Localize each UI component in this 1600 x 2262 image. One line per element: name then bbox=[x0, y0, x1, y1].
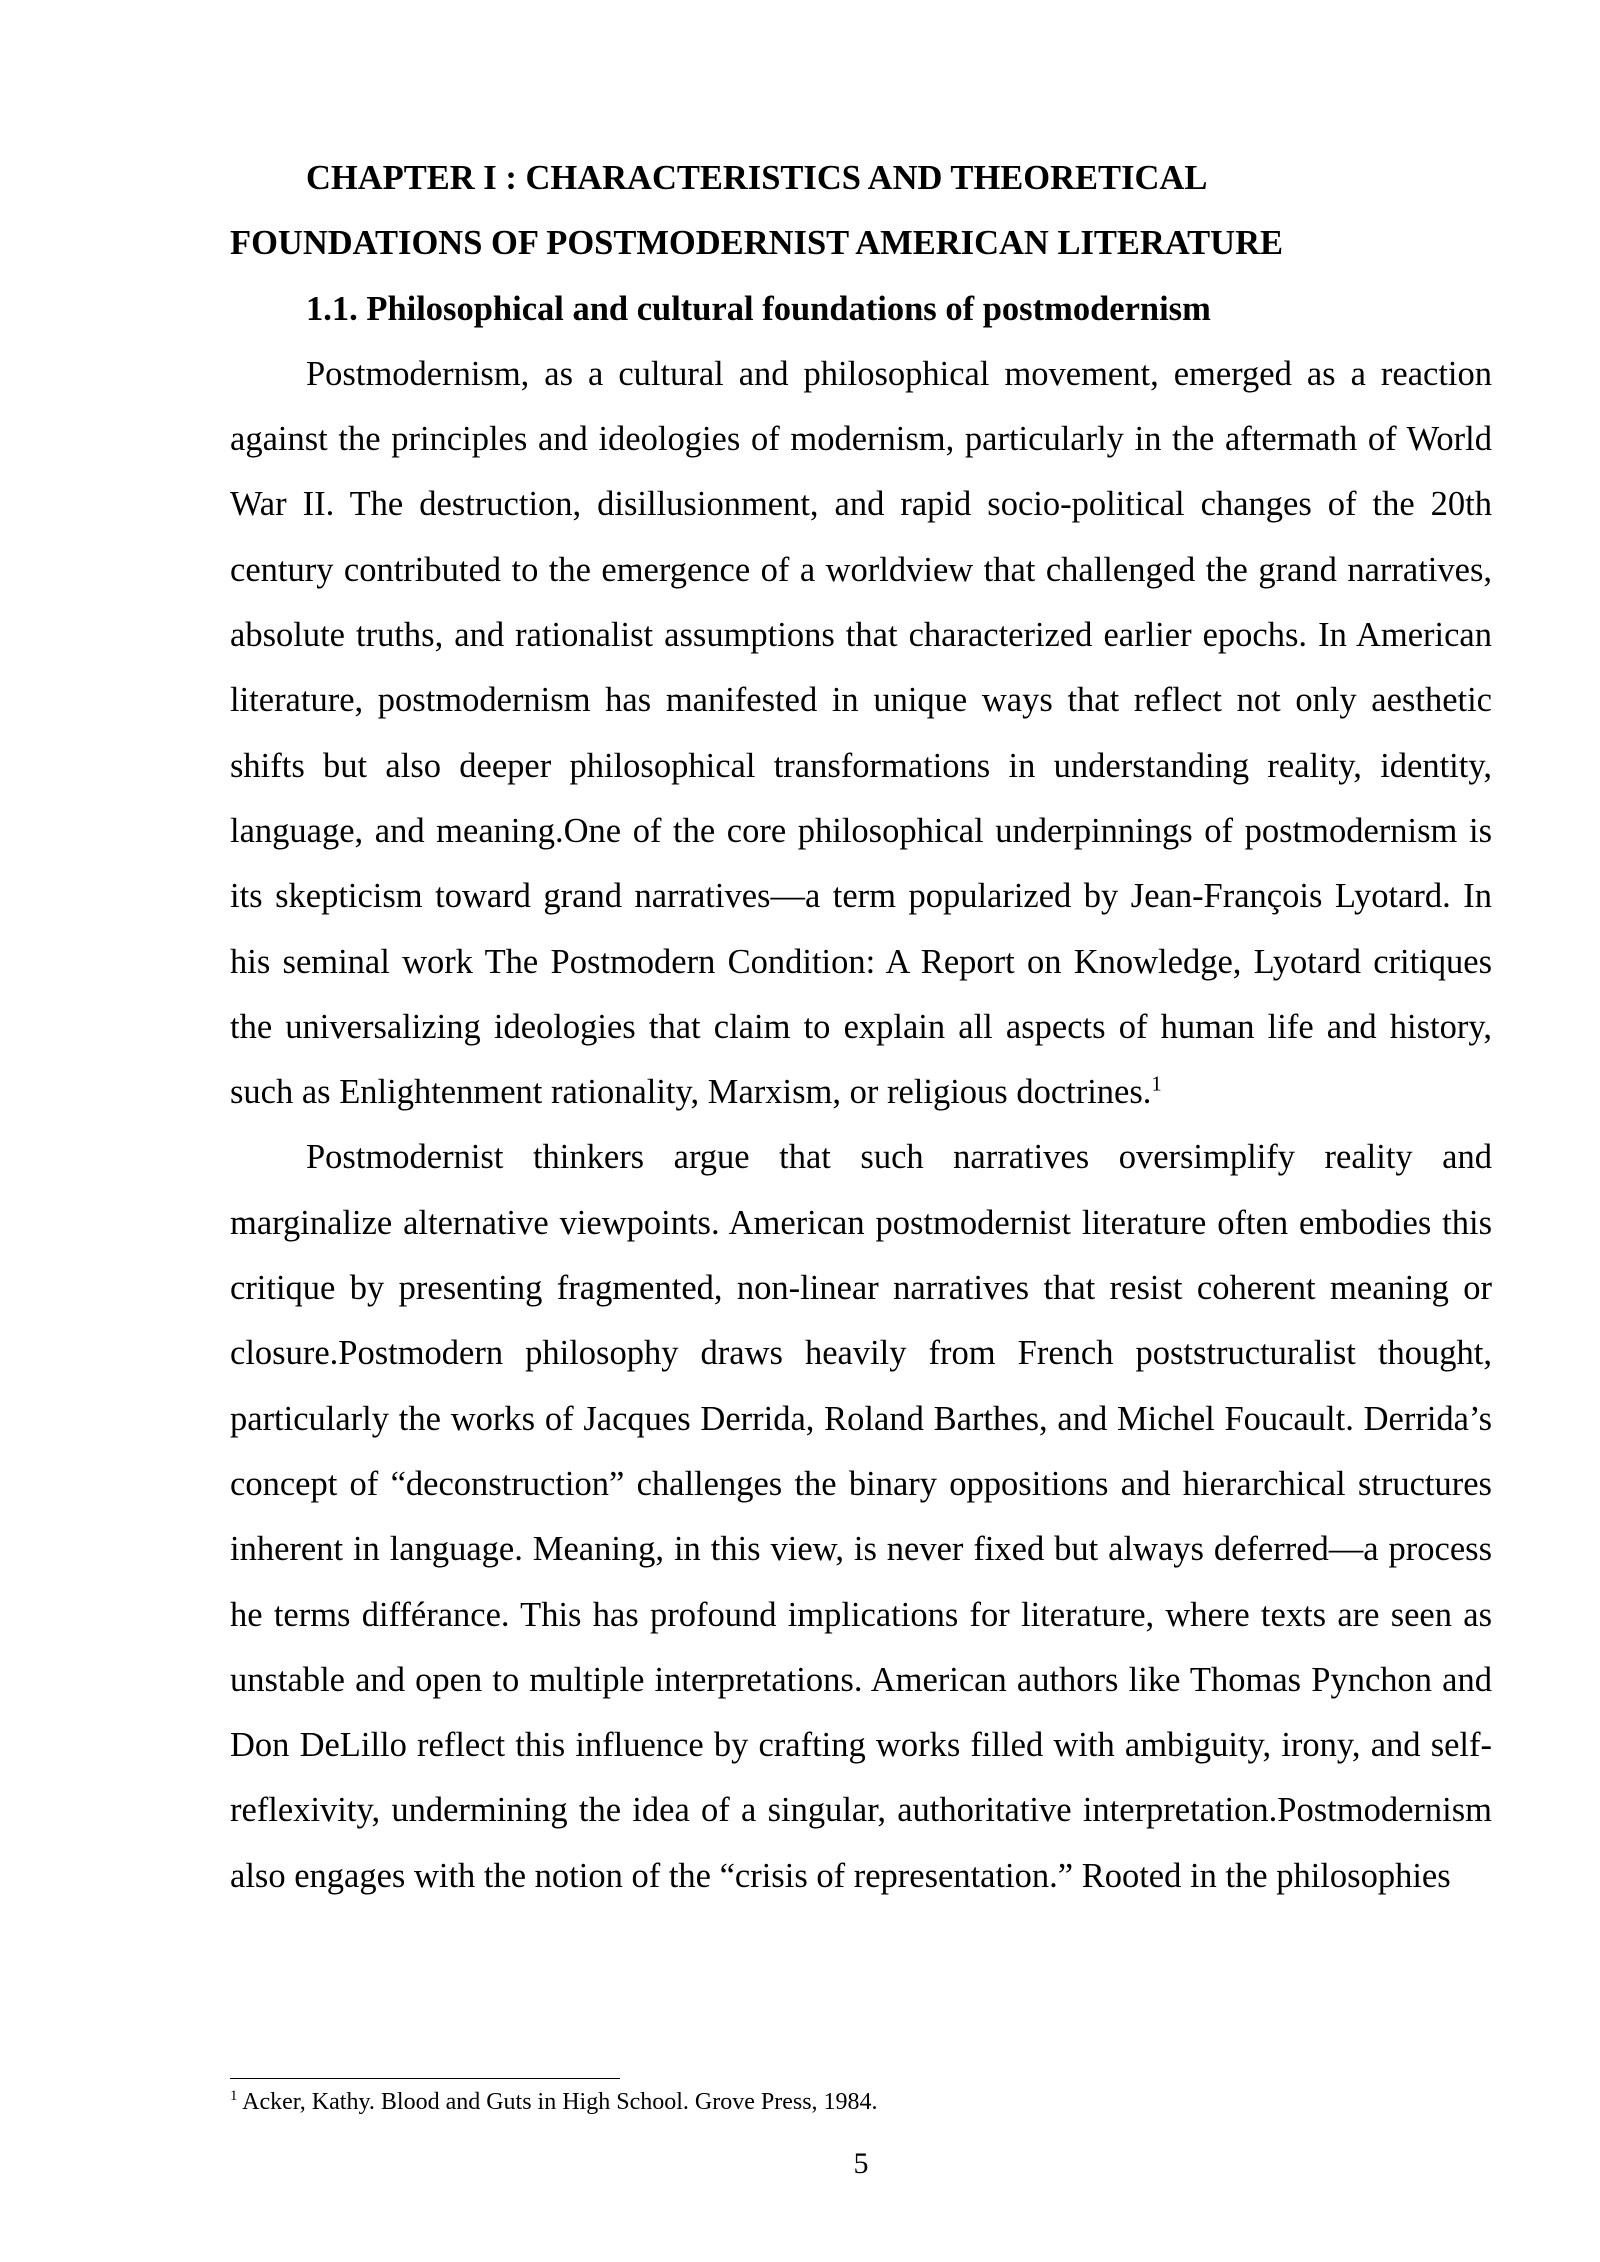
paragraph: Postmodernist thinkers argue that such narratives oversimplify reality and marginalize alternative viewpoints. American postmodernist literature often embodies this critique by presenting fragmented, non-linear narratives that resist coherent meaning or closure.Postmodern philosophy draws heavily from French poststructuralist thought, particularly the works of Jacques Derrida, Roland Barthes, and Michel Foucault. Derrida’s concept of “deconstruction” challenges the binary oppositions and hierarchical structures inherent in language. Meaning, in this view, is never fixed but always deferred—a process he terms différance. This has profound implications for literature, where texts are seen as unstable and open to multiple interpretations. American authors like Thomas Pynchon and Don DeLillo reflect this influence by crafting works filled with ambiguity, irony, and self-reflexivity, undermining the idea of a singular, authoritative interpretation.Postmodernism also engages with the notion of the “crisis of representation.” Rooted in the philosophies bbox=[230, 1138, 1492, 1895]
footnote-marker: 1 bbox=[230, 2088, 238, 2104]
chapter-title-continued: FOUNDATIONS OF POSTMODERNIST AMERICAN LITERATURE bbox=[230, 224, 1284, 263]
footnote-reference[interactable]: 1 bbox=[1151, 1073, 1162, 1096]
body-text bbox=[230, 146, 1492, 1909]
footnote-separator bbox=[230, 2078, 620, 2079]
section-heading: 1.1. Philosophical and cultural foundations of postmodernism bbox=[306, 289, 1211, 328]
paragraph-text: Postmodernism, as a cultural and philosophical movement, emerged as a reaction against the principles and ideologies of modernism, particularly in the aftermath of World War II. The destruction, disillusionment, and rapid socio-political changes of the 20th century contributed to the emergence of a worldview that challenged the grand narratives, absolute truths, and rationalist assumptions that characterized earlier epochs. In American literature, postmodernism has manifested in unique ways that reflect not only aesthetic shifts but also deeper philosophical transformations in understanding reality, identity, language, and meaning.One of the core philosophical underpinnings of postmodernism is its skepticism toward grand narratives—a term popularized by Jean-François Lyotard. In his seminal work The Postmodern Condition: A Report on Knowledge, Lyotard critiques the universalizing ideologies that claim to explain all aspects of human life and history, such as Enlightenment rationality, Marxism, or religious doctrines. bbox=[230, 354, 1492, 1112]
chapter-heading bbox=[230, 146, 1492, 277]
footnote bbox=[230, 2087, 1492, 2117]
chapter-label: CHAPTER I : CHARACTERISTICS AND THEORETICAL bbox=[306, 159, 1208, 197]
paragraph bbox=[230, 342, 1492, 1126]
page-number: 5 bbox=[853, 2147, 869, 2180]
footnote-text: Acker, Kathy. Blood and Guts in High School. Grove Press, 1984. bbox=[242, 2089, 878, 2115]
